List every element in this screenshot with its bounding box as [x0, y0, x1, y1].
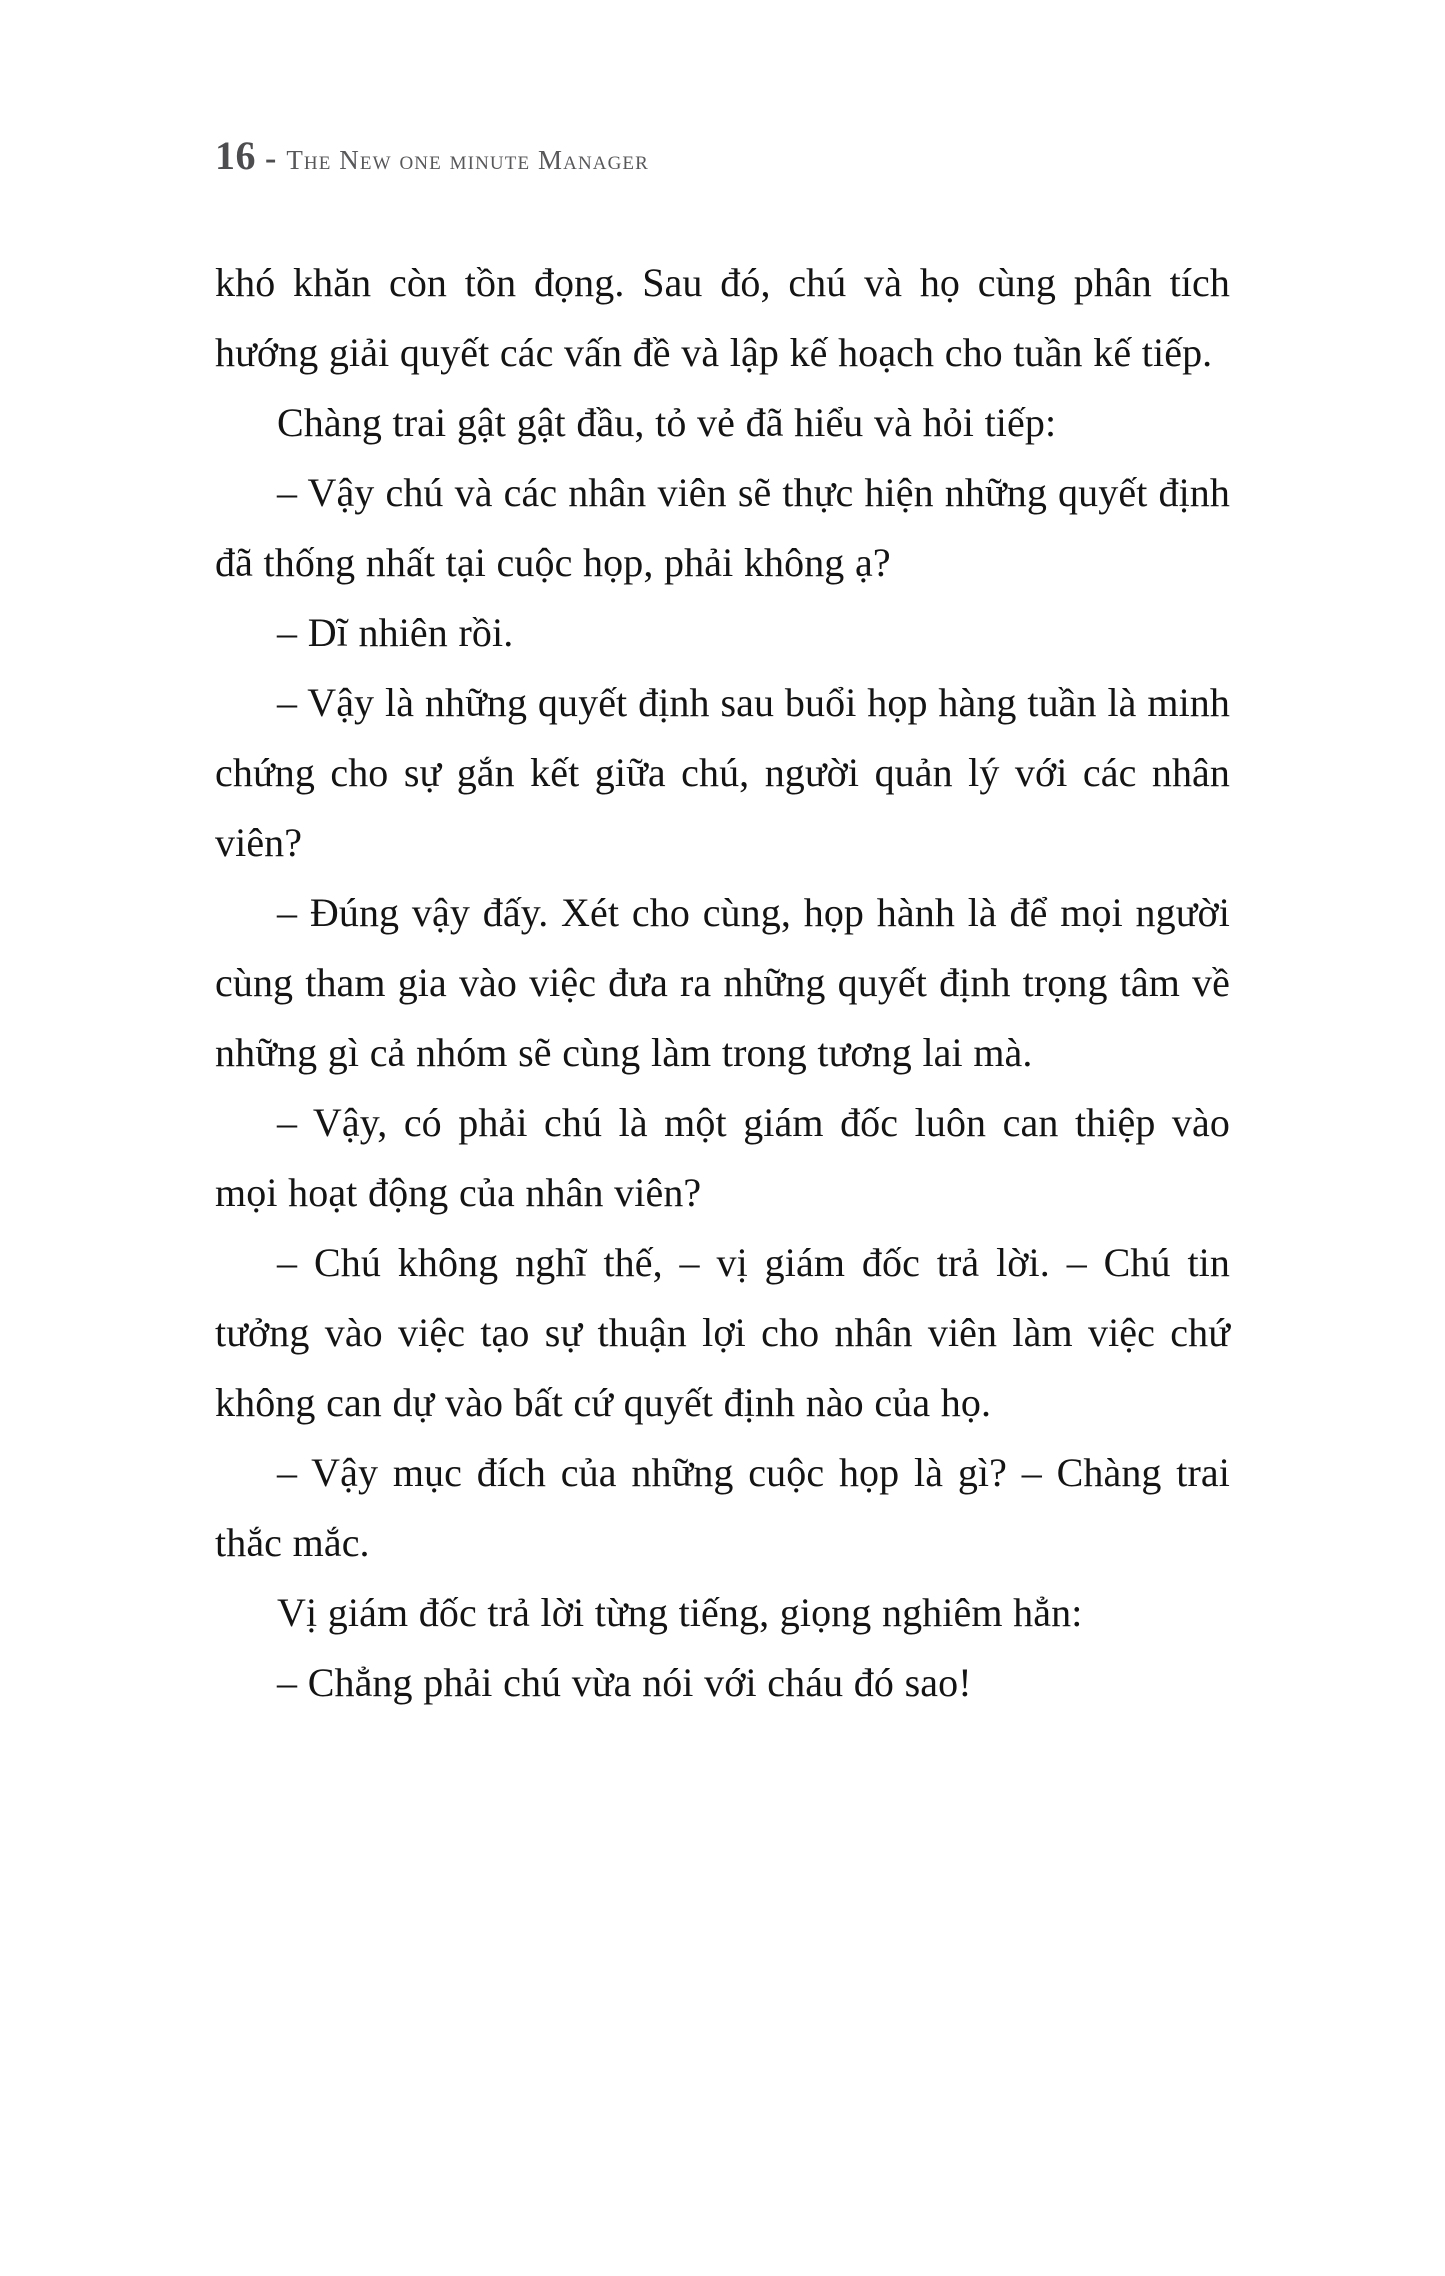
page-number: 16: [215, 133, 256, 178]
paragraph: – Đúng vậy đấy. Xét cho cùng, họp hành là để mọi người cùng tham gia vào việc đưa ra những quyết định trọng tâm về những gì cả nhóm sẽ cùng làm trong tương lai mà.: [215, 890, 1230, 1075]
paragraph: – Chẳng phải chú vừa nói với cháu đó sao!: [277, 1660, 972, 1705]
paragraph: – Vậy là những quyết định sau buổi họp hàng tuần là minh chứng cho sự gắn kết giữa chú, người quản lý với các nhân viên?: [215, 680, 1230, 865]
paragraph: – Vậy chú và các nhân viên sẽ thực hiện những quyết định đã thống nhất tại cuộc họp, phải không ạ?: [215, 470, 1230, 585]
paragraph: Vị giám đốc trả lời từng tiếng, giọng nghiêm hẳn:: [277, 1590, 1083, 1635]
paragraph: – Chú không nghĩ thế, – vị giám đốc trả lời. – Chú tin tưởng vào việc tạo sự thuận lợi cho nhân viên làm việc chứ không can dự vào bất cứ quyết định nào của họ.: [215, 1240, 1230, 1425]
body-text-block: [215, 248, 1230, 1718]
book-title: The New one minute Manager: [286, 145, 649, 175]
paragraph: Chàng trai gật gật đầu, tỏ vẻ đã hiểu và hỏi tiếp:: [277, 400, 1057, 445]
running-header: [215, 132, 649, 179]
paragraph: – Vậy, có phải chú là một giám đốc luôn can thiệp vào mọi hoạt động của nhân viên?: [215, 1100, 1230, 1215]
paragraph: khó khăn còn tồn đọng. Sau đó, chú và họ cùng phân tích hướng giải quyết các vấn đề và lập kế hoạch cho tuần kế tiếp.: [215, 260, 1230, 375]
paragraph: – Dĩ nhiên rồi.: [277, 610, 514, 655]
header-separator: -: [265, 140, 277, 177]
paragraph: – Vậy mục đích của những cuộc họp là gì? – Chàng trai thắc mắc.: [215, 1450, 1230, 1565]
